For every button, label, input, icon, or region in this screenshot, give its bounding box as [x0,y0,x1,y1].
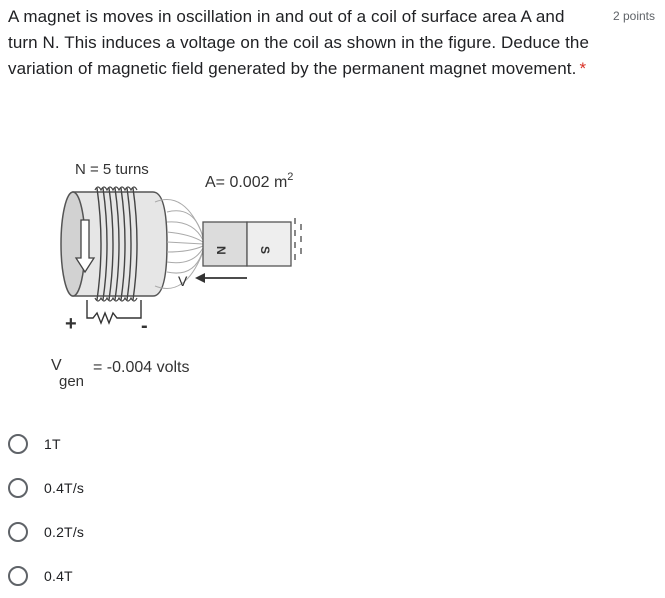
question-figure [45,150,345,400]
turns-label: N = 5 turns [75,161,149,178]
area-label: A= 0.002 $m^2$ [205,171,294,191]
magnet-north-label: N [214,246,228,255]
plus-terminal: + [65,313,77,335]
velocity-label: V [178,273,188,289]
svg-text:gen: gen [59,373,85,390]
question-body: A magnet is moves in oscillation in and out of a coil of surface area A and turn N. This induces a voltage on the coil as shown in the figure. Deduce the variation of magnetic field generated by the permanent magnet movement. [8,7,590,78]
svg-text:= -0.004 volts: = -0.004 volts [93,359,190,376]
option-1[interactable] [8,422,84,466]
option-label: 0.4T/s [44,480,85,496]
radio-button[interactable] [8,478,28,498]
option-3[interactable] [8,510,84,554]
points-label: 2 points [612,9,655,23]
coil [61,187,167,301]
option-4[interactable] [8,554,84,598]
vgen-equation [51,357,190,390]
magnet-south-label: S [258,246,272,255]
svg-text:V: V [51,357,62,374]
radio-button[interactable] [8,522,28,542]
option-label: 0.2T/s [44,524,85,540]
permanent-magnet [203,222,291,266]
answer-options [8,422,84,598]
option-2[interactable] [8,466,84,510]
option-label: 0.4T [44,568,73,584]
required-asterisk: * [579,59,587,78]
minus-terminal: - [141,315,148,337]
velocity-arrow [178,273,247,289]
question-text [8,4,598,82]
motion-marks [295,218,301,260]
radio-button[interactable] [8,566,28,586]
coil-leads [65,300,148,337]
radio-button[interactable] [8,434,28,454]
option-label: 1T [44,436,61,452]
coil-magnet-diagram [45,150,345,400]
